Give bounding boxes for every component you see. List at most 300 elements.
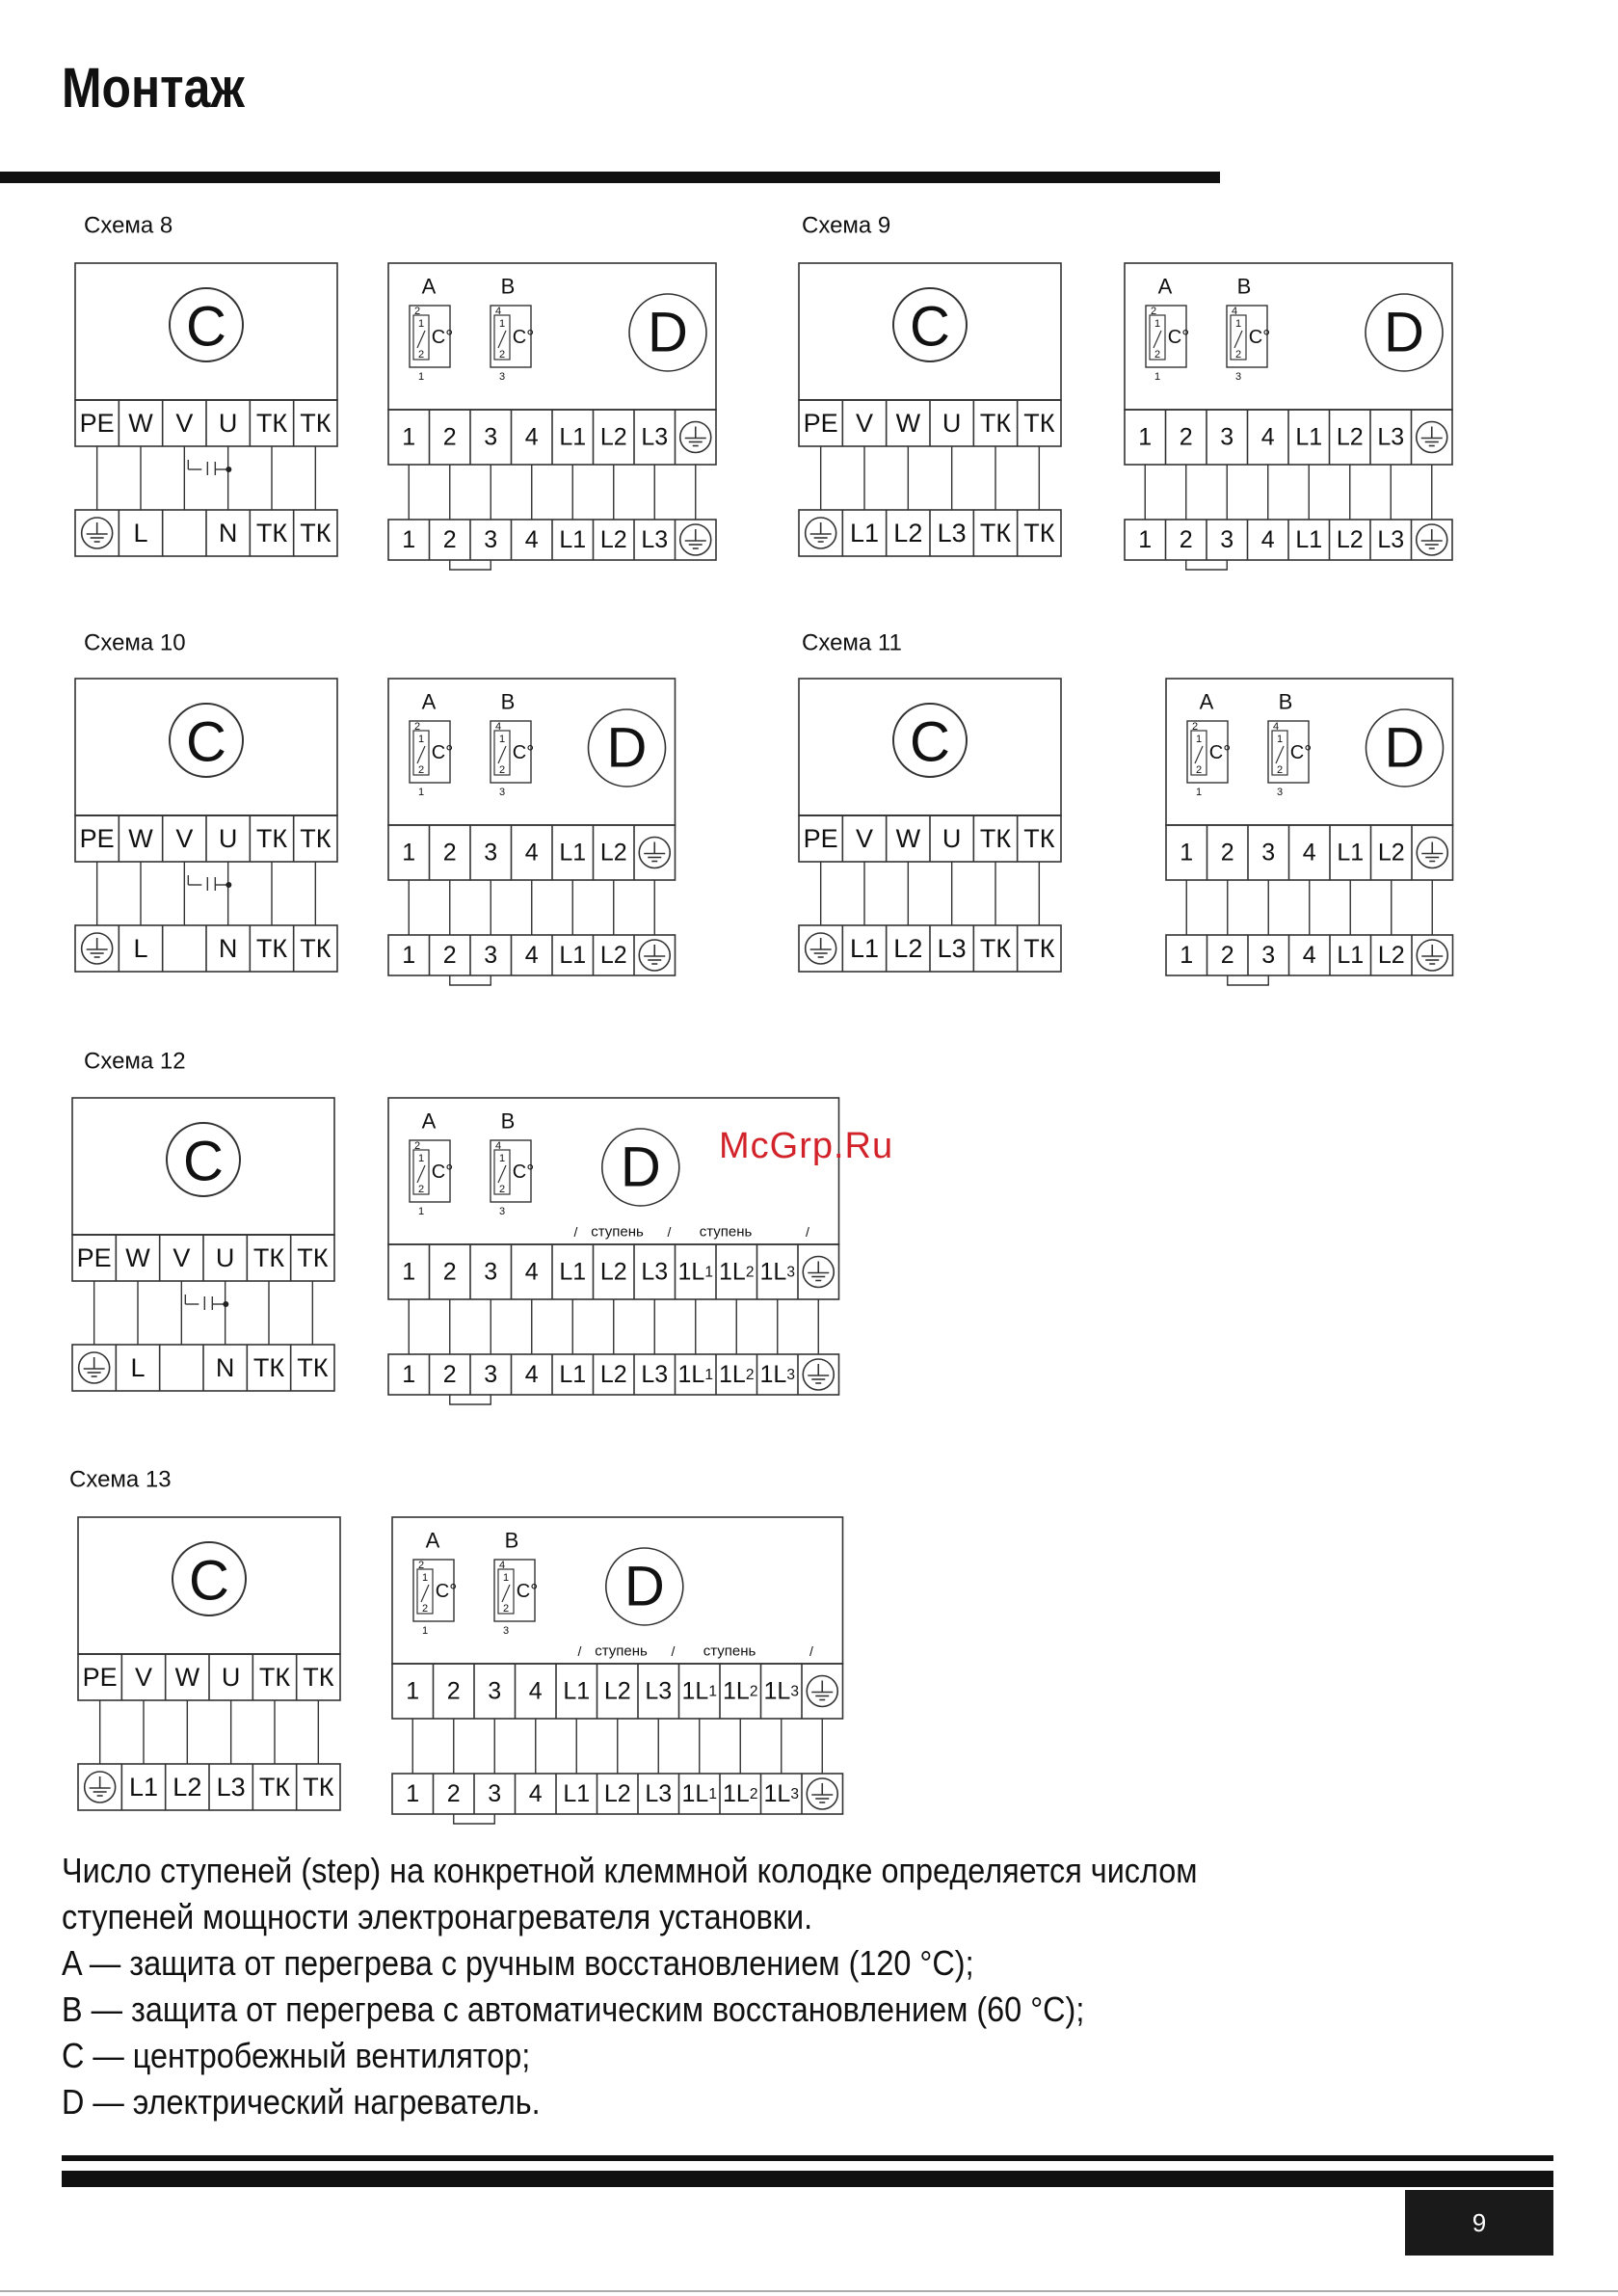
terminal-label: L2	[599, 839, 627, 867]
thermostat-symbol: C°	[512, 327, 535, 348]
page-number: 9	[1472, 2208, 1487, 2237]
thermostat-pin: 3	[1234, 371, 1242, 383]
thermostat-icon	[410, 721, 453, 798]
terminal-label: 2	[442, 526, 457, 553]
terminal-label: 1L1	[681, 1780, 717, 1807]
thermostat-icon	[410, 306, 453, 383]
heater-label: D	[648, 301, 688, 364]
terminal-label: 1L2	[723, 1780, 758, 1807]
thermostat-pin: 2	[421, 1603, 429, 1615]
heater-box	[388, 1098, 839, 1244]
thermostat-pin: 4	[498, 1560, 506, 1571]
terminal-label: 4	[1302, 839, 1316, 867]
thermostat-icon	[494, 1560, 538, 1637]
thermostat-icon	[491, 721, 534, 798]
earth-icon	[806, 518, 836, 548]
terminal-label: V	[855, 824, 874, 853]
thermostat-pin: 1	[417, 734, 425, 745]
terminal-label: ТК	[300, 409, 332, 438]
terminal-label: V	[172, 1243, 191, 1272]
earth-icon	[803, 1359, 834, 1390]
thermostat-pin: 2	[498, 349, 506, 360]
earth-icon	[1417, 940, 1447, 971]
earth-icon	[807, 1778, 837, 1809]
stage-slash: /	[573, 1224, 578, 1240]
earth-icon	[680, 422, 711, 453]
terminal-label: 1	[402, 1258, 416, 1286]
thermostat-icon	[1146, 306, 1189, 383]
terminal-label: ТК	[1023, 409, 1055, 438]
terminal-label: L3	[641, 423, 669, 451]
jumper-wire	[450, 560, 491, 570]
terminal-label: 1	[402, 526, 416, 553]
terminal-label: V	[855, 409, 874, 438]
terminal-label: L3	[641, 526, 669, 553]
terminal-label: ТК	[255, 409, 288, 438]
thermostat-icon	[491, 306, 534, 383]
terminal-label: 3	[1220, 423, 1234, 451]
terminal-label: 3	[1220, 526, 1234, 553]
terminal-label: 4	[1260, 526, 1275, 553]
legend-line: ступеней мощности электронагревателя установки.	[62, 1897, 813, 1936]
terminal-label: 2	[446, 1780, 461, 1807]
thermostat-pin: 2	[1191, 721, 1199, 733]
terminal-label: L1	[559, 1258, 587, 1286]
jumper-wire	[450, 1395, 491, 1404]
watermark: McGrp.Ru	[719, 1126, 894, 1166]
terminal-label: ТК	[1023, 519, 1055, 547]
terminal-label: L2	[1377, 942, 1405, 969]
terminal-label: ТК	[255, 824, 288, 853]
thermostat-pin: 4	[494, 721, 502, 733]
scheme-title: Схема 9	[802, 212, 891, 239]
terminal-label: L2	[1336, 423, 1364, 451]
thermostat-symbol: C°	[516, 1581, 539, 1602]
terminal-label: 4	[524, 1258, 539, 1286]
terminal-label: 1L3	[759, 1258, 795, 1286]
terminal-label: L3	[1377, 423, 1405, 451]
terminal-label: 4	[524, 526, 539, 553]
thermostat-pin: 1	[1276, 734, 1284, 745]
thermostat-icon	[410, 1140, 453, 1217]
thermostat-pin: 1	[417, 787, 425, 798]
terminal-label: ТК	[297, 1353, 329, 1382]
jumper-wire	[454, 1814, 495, 1824]
terminal-label: 1	[1138, 423, 1153, 451]
scheme-10	[75, 630, 676, 986]
thermostat-symbol: C°	[1289, 742, 1313, 763]
scheme-title: Схема 12	[84, 1048, 186, 1075]
earth-icon	[1417, 524, 1447, 555]
fan-label: C	[189, 1549, 229, 1613]
thermostat-pin: 2	[1276, 764, 1284, 776]
terminal-label: L2	[1377, 839, 1405, 867]
thermostat-pin: 3	[502, 1625, 510, 1637]
terminal-label: L3	[1377, 526, 1405, 553]
fan-label: C	[183, 1130, 224, 1193]
earth-icon	[806, 933, 836, 964]
terminal-label: 4	[524, 423, 539, 451]
jumper-wire	[1186, 560, 1228, 570]
terminal-label: L1	[1337, 942, 1365, 969]
terminal-label: L1	[563, 1677, 591, 1705]
thermostat-symbol: C°	[431, 742, 454, 763]
terminal-label: PE	[803, 409, 838, 438]
thermostat-icon	[491, 1140, 534, 1217]
page-edge-line	[0, 2290, 1618, 2292]
terminal-label: PE	[82, 1663, 118, 1692]
thermostat-pin: 1	[417, 318, 425, 330]
terminal-label: L1	[559, 942, 587, 969]
earth-icon	[680, 524, 711, 555]
bottom-divider-thick	[62, 2171, 1553, 2187]
thermostat-pin: 4	[1231, 306, 1238, 317]
stage-slash: /	[806, 1224, 809, 1240]
terminal-label: 2	[442, 942, 457, 969]
heater-label: D	[606, 716, 648, 780]
terminal-label: L1	[1295, 423, 1323, 451]
thermostat-pin: 2	[413, 306, 421, 317]
terminal-label: 4	[524, 1361, 539, 1388]
thermostat-pin: 1	[417, 1153, 425, 1164]
terminal-label: ТК	[255, 519, 288, 547]
terminal-label: L1	[849, 519, 880, 547]
terminal-label: ТК	[252, 1243, 285, 1272]
thermostat-pin: 2	[498, 764, 506, 776]
terminal-label: L	[130, 1353, 146, 1382]
earth-icon	[79, 1352, 110, 1383]
thermostat-a-label: A	[421, 274, 437, 299]
terminal-label: 3	[484, 942, 498, 969]
terminal-label: 1L3	[759, 1361, 795, 1388]
terminal-label: 1L1	[677, 1258, 713, 1286]
terminal-label: ТК	[979, 934, 1012, 963]
terminal-label: L	[133, 519, 148, 547]
terminal-label: 2	[442, 839, 457, 867]
scheme-12	[72, 1049, 839, 1405]
terminal-label: L1	[559, 526, 587, 553]
terminal-label: 3	[484, 1361, 498, 1388]
terminal-label: L2	[893, 934, 923, 963]
earth-icon	[639, 838, 670, 868]
terminal-label: L1	[1337, 839, 1365, 867]
terminal-label: U	[218, 409, 238, 438]
terminal-label: 2	[442, 423, 457, 451]
thermostat-pin: 2	[417, 1184, 425, 1195]
terminal-label: W	[895, 824, 921, 853]
terminal-label: 1	[1138, 526, 1153, 553]
stage-label: ступень	[591, 1223, 644, 1241]
thermostat-symbol: C°	[435, 1581, 458, 1602]
terminal-label: 4	[1302, 942, 1316, 969]
terminal-label: 1	[1180, 942, 1194, 969]
terminal-label: W	[125, 1243, 150, 1272]
thermostat-pin: 2	[1195, 764, 1203, 776]
earth-icon	[85, 1772, 116, 1802]
thermostat-pin: 1	[498, 734, 506, 745]
thermostat-b-label: B	[500, 1108, 516, 1134]
thermostat-pin: 2	[498, 1184, 506, 1195]
terminal-label: L1	[128, 1773, 159, 1802]
terminal-label: 4	[528, 1677, 543, 1705]
terminal-label: PE	[79, 409, 115, 438]
terminal-label: L1	[559, 839, 587, 867]
jumper-wire	[1228, 975, 1269, 985]
thermostat-a-label: A	[1157, 274, 1173, 299]
terminal-label: 4	[524, 839, 539, 867]
page-title: Монтаж	[62, 57, 245, 120]
scheme-title: Схема 13	[69, 1466, 172, 1493]
terminal-label: L2	[893, 519, 923, 547]
thermostat-pin: 1	[1195, 787, 1203, 798]
heater-label: D	[1384, 301, 1424, 364]
earth-icon	[82, 518, 113, 548]
thermostat-pin: 2	[413, 721, 421, 733]
thermostat-symbol: C°	[1208, 742, 1232, 763]
terminal-label: ТК	[979, 519, 1012, 547]
heater-label: D	[1384, 716, 1425, 780]
earth-icon	[803, 1257, 834, 1288]
thermostat-pin: 1	[1154, 318, 1161, 330]
stage-label: ступень	[703, 1642, 756, 1660]
terminal-label: 3	[1261, 839, 1276, 867]
terminal-label: 1L1	[681, 1677, 717, 1705]
thermostat-pin: 4	[494, 1140, 502, 1152]
terminal-label: 4	[1260, 423, 1275, 451]
thermostat-pin: 1	[502, 1572, 510, 1584]
terminal-label: 1L1	[677, 1361, 713, 1388]
terminal-label: 1L2	[723, 1677, 758, 1705]
heater-box	[392, 1517, 843, 1664]
thermostat-pin: 2	[417, 1560, 425, 1571]
thermostat-icon	[1227, 306, 1270, 383]
legend	[62, 1848, 1411, 2125]
terminal-label: U	[218, 824, 238, 853]
thermostat-pin: 1	[421, 1572, 429, 1584]
thermostat-icon	[413, 1560, 457, 1637]
terminal-label: 2	[1220, 942, 1234, 969]
earth-icon	[807, 1676, 837, 1707]
legend-line: B — защита от перегрева с автоматическим восстановлением (60 °C);	[62, 1989, 1085, 2029]
terminal-label: 1	[402, 942, 416, 969]
legend-line: D — электрический нагреватель.	[62, 2082, 541, 2122]
earth-icon	[1417, 838, 1447, 868]
thermostat-pin: 2	[417, 764, 425, 776]
terminal-label: 2	[446, 1677, 461, 1705]
thermostat-b-label: B	[500, 689, 516, 714]
terminal-label: 2	[1179, 423, 1193, 451]
page-number-box	[1405, 2190, 1553, 2256]
terminal-label: L2	[172, 1773, 202, 1802]
thermostat-icon	[1187, 721, 1231, 798]
terminal-label: 1	[406, 1677, 420, 1705]
thermostat-pin: 1	[1154, 371, 1161, 383]
terminal-label: W	[128, 409, 153, 438]
thermostat-pin: 1	[498, 1153, 506, 1164]
terminal-label: L3	[641, 1361, 669, 1388]
terminal-label: ТК	[979, 409, 1012, 438]
terminal-label: 3	[488, 1780, 502, 1807]
thermostat-pin: 3	[1276, 787, 1284, 798]
terminal-label: ТК	[1023, 934, 1055, 963]
thermostat-pin: 1	[1195, 734, 1203, 745]
thermostat-symbol: C°	[431, 327, 454, 348]
thermostat-a-label: A	[1199, 689, 1214, 714]
terminal-label: PE	[76, 1243, 112, 1272]
thermostat-pin: 3	[498, 787, 506, 798]
earth-icon	[82, 933, 113, 964]
thermostat-icon	[1268, 721, 1312, 798]
stage-label: ступень	[699, 1223, 753, 1241]
terminal-label: L3	[937, 519, 967, 547]
terminal-label: 3	[484, 526, 498, 553]
stage-slash: /	[577, 1643, 582, 1659]
terminal-label: W	[128, 824, 153, 853]
terminal-label: 1	[402, 1361, 416, 1388]
thermostat-pin: 2	[1234, 349, 1242, 360]
terminal-label: ТК	[303, 1663, 334, 1692]
terminal-label: W	[895, 409, 921, 438]
terminal-label: PE	[803, 824, 838, 853]
terminal-label: L1	[849, 934, 880, 963]
terminal-label: 2	[442, 1258, 457, 1286]
terminal-label: L2	[599, 942, 627, 969]
terminal-label: N	[215, 1353, 235, 1382]
terminal-label: L3	[216, 1773, 246, 1802]
thermostat-pin: 2	[502, 1603, 510, 1615]
terminal-label: ТК	[258, 1773, 291, 1802]
fan-label: C	[186, 295, 226, 359]
terminal-label: U	[942, 409, 962, 438]
scheme-title: Схема 8	[84, 212, 173, 239]
terminal-label: L1	[559, 423, 587, 451]
terminal-label: 3	[484, 423, 498, 451]
terminal-label: 4	[528, 1780, 543, 1807]
thermostat-pin: 3	[498, 1206, 506, 1217]
terminal-label: ТК	[979, 824, 1012, 853]
scheme-13	[69, 1467, 843, 1825]
terminal-label: ТК	[300, 824, 332, 853]
thermostat-pin: 4	[494, 306, 502, 317]
terminal-label: ТК	[252, 1353, 285, 1382]
terminal-label: L3	[937, 934, 967, 963]
scheme-8	[75, 213, 716, 571]
terminal-label: L1	[559, 1361, 587, 1388]
terminal-label: 2	[1179, 526, 1193, 553]
terminal-label: L2	[599, 526, 627, 553]
terminal-label: 3	[484, 1258, 498, 1286]
earth-icon	[639, 940, 670, 971]
terminal-label: U	[221, 1663, 241, 1692]
thermostat-pin: 4	[1272, 721, 1280, 733]
terminal-label: 3	[1261, 942, 1276, 969]
terminal-label: 2	[442, 1361, 457, 1388]
thermostat-symbol: C°	[512, 1161, 535, 1183]
stage-slash: /	[809, 1643, 813, 1659]
terminal-label: L3	[641, 1258, 669, 1286]
terminal-label: ТК	[258, 1663, 291, 1692]
terminal-label: ТК	[300, 519, 332, 547]
terminal-label: ТК	[300, 934, 332, 963]
terminal-label: ТК	[1023, 824, 1055, 853]
terminal-label: V	[134, 1663, 153, 1692]
fan-label: C	[186, 710, 226, 774]
thermostat-b-label: B	[1236, 274, 1252, 299]
thermostat-pin: 3	[498, 371, 506, 383]
terminal-label: 1L3	[763, 1677, 799, 1705]
legend-line: A — защита от перегрева с ручным восстановлением (120 °C);	[62, 1943, 974, 1983]
thermostat-symbol: C°	[1248, 327, 1271, 348]
thermostat-pin: 1	[1234, 318, 1242, 330]
legend-line: Число ступеней (step) на конкретной клеммной колодке определяется числом	[62, 1851, 1198, 1890]
terminal-label: 3	[484, 839, 498, 867]
terminal-label: U	[942, 824, 962, 853]
scheme-11	[799, 630, 1453, 986]
thermostat-pin: 2	[1150, 306, 1157, 317]
terminal-label: ТК	[303, 1773, 334, 1802]
thermostat-pin: 2	[1154, 349, 1161, 360]
terminal-label: W	[174, 1663, 200, 1692]
terminal-label: L3	[645, 1677, 673, 1705]
terminal-label: L2	[599, 1361, 627, 1388]
terminal-label: U	[215, 1243, 235, 1272]
stage-slash: /	[671, 1643, 676, 1659]
stage-slash: /	[667, 1224, 672, 1240]
terminal-label: 1	[402, 839, 416, 867]
bottom-divider-thin	[62, 2155, 1553, 2161]
terminal-label: L2	[603, 1677, 631, 1705]
terminal-label: 1	[1180, 839, 1194, 867]
thermostat-pin: 1	[421, 1625, 429, 1637]
terminal-label: 4	[524, 942, 539, 969]
terminal-label: L2	[603, 1780, 631, 1807]
terminal-label: L	[133, 934, 148, 963]
heater-label: D	[620, 1135, 661, 1199]
heater-label: D	[623, 1555, 665, 1618]
thermostat-a-label: A	[425, 1528, 440, 1553]
thermostat-b-label: B	[500, 274, 516, 299]
thermostat-pin: 1	[417, 1206, 425, 1217]
thermostat-b-label: B	[504, 1528, 519, 1553]
fan-label: C	[910, 710, 950, 774]
terminal-label: 1	[406, 1780, 420, 1807]
terminal-label: PE	[79, 824, 115, 853]
terminal-label: N	[218, 934, 238, 963]
thermostat-symbol: C°	[431, 1161, 454, 1183]
terminal-label: 1L2	[719, 1361, 755, 1388]
jumper-wire	[450, 975, 491, 985]
thermostat-pin: 1	[417, 371, 425, 383]
fan-label: C	[910, 295, 950, 359]
thermostat-a-label: A	[421, 1108, 437, 1134]
terminal-label: L3	[645, 1780, 673, 1807]
terminal-label: ТК	[255, 934, 288, 963]
terminal-label: V	[175, 824, 194, 853]
earth-icon	[1417, 422, 1447, 453]
scheme-title: Схема 11	[802, 629, 902, 656]
scheme-title: Схема 10	[84, 629, 186, 656]
terminal-label: N	[218, 519, 238, 547]
terminal-label: 1L3	[763, 1780, 799, 1807]
terminal-label: L1	[563, 1780, 591, 1807]
thermostat-b-label: B	[1278, 689, 1293, 714]
scheme-9	[799, 213, 1452, 571]
terminal-label: L2	[599, 423, 627, 451]
terminal-label: V	[175, 409, 194, 438]
terminal-label: L1	[1295, 526, 1323, 553]
stage-label: ступень	[595, 1642, 648, 1660]
terminal-label: L2	[599, 1258, 627, 1286]
